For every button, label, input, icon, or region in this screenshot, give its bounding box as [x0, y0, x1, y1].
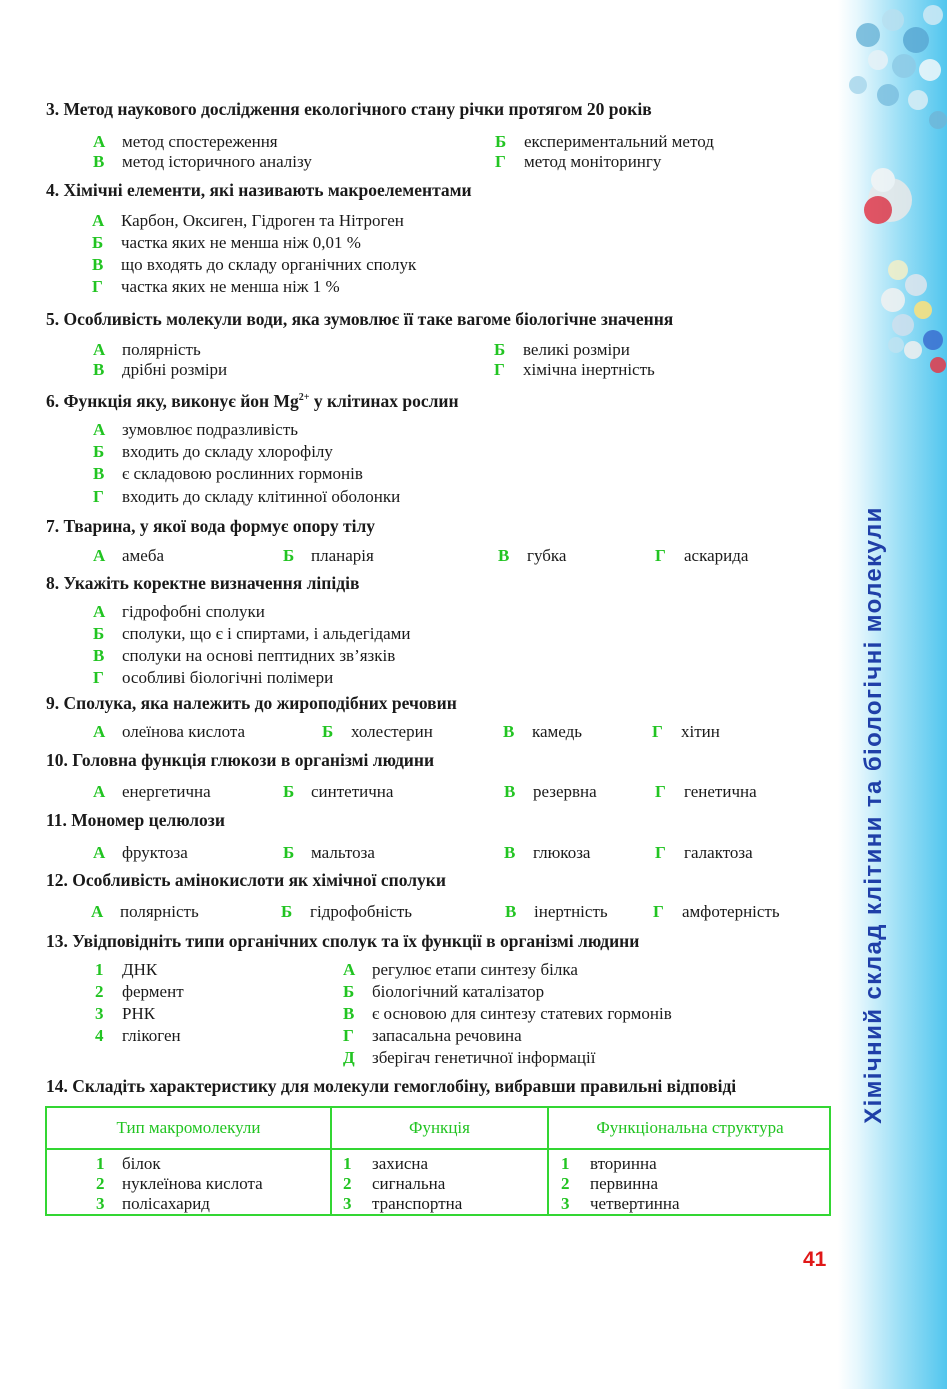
item-text: білок	[122, 1154, 161, 1173]
option-text: великі розміри	[523, 340, 630, 359]
option-letter: А	[343, 960, 356, 979]
option-letter: В	[505, 902, 517, 921]
option-text: полярність	[122, 340, 201, 359]
option-text: гідрофобність	[310, 902, 413, 921]
answer-table	[45, 1106, 831, 1216]
question-10-title: 10. Головна функція глюкози в організмі людини	[46, 750, 435, 770]
question-5-title: 5. Особливість молекули води, яка зумовлює її таке вагоме біологічне значення	[46, 309, 674, 329]
table-header: Функція	[409, 1118, 470, 1137]
item-number: 2	[95, 982, 104, 1001]
option-letter: В	[93, 464, 105, 483]
option-letter: Б	[322, 722, 334, 741]
item-number: 3	[95, 1004, 104, 1023]
option-letter: Г	[655, 782, 666, 801]
molecule-illustration	[838, 0, 947, 420]
table-header: Функціональна структура	[596, 1118, 784, 1137]
item-number: 3	[96, 1194, 105, 1213]
option-text: метод спостереження	[122, 132, 278, 151]
option-text: метод моніторингу	[524, 152, 662, 171]
option-text: сполуки на основі пептидних зв’язків	[122, 646, 396, 665]
option-letter: Г	[652, 722, 663, 741]
option-letter: Г	[343, 1026, 354, 1045]
option-text: хімічна інертність	[523, 360, 655, 379]
option-letter: В	[93, 646, 105, 665]
option-text: запасальна речовина	[372, 1026, 522, 1045]
option-letter: Б	[93, 624, 105, 643]
option-text: зумовлює подразливість	[122, 420, 299, 439]
option-letter: Б	[283, 546, 295, 565]
option-letter: А	[93, 722, 106, 741]
question-6-title: 6. Функція яку, виконує йон $Mg^{2+}$ у клітинах рослин	[46, 391, 459, 411]
question-4-title: 4. Хімічні елементи, які називають макроелементами	[46, 180, 472, 200]
option-text: резервна	[533, 782, 597, 801]
option-text: сполуки, що є і спиртами, і альдегідами	[122, 624, 411, 643]
option-letter: А	[91, 902, 104, 921]
option-letter: Г	[93, 487, 104, 506]
page-number: 41	[803, 1248, 827, 1271]
option-letter: А	[93, 340, 106, 359]
option-text: що входять до складу органічних сполук	[121, 255, 417, 274]
question-3-title: 3. Метод наукового дослідження екологічного стану річки протягом 20 років	[46, 99, 652, 119]
option-text: частка яких не менша ніж 1 %	[121, 277, 340, 296]
option-text: полярність	[120, 902, 199, 921]
item-text: четвертинна	[590, 1194, 680, 1213]
option-letter: Г	[655, 546, 666, 565]
option-text: регулює етапи синтезу білка	[372, 960, 578, 979]
option-letter: В	[504, 782, 516, 801]
option-text: синтетична	[311, 782, 394, 801]
option-letter: Г	[494, 360, 505, 379]
option-letter: Б	[93, 442, 105, 461]
item-text: ДНК	[122, 960, 158, 979]
option-letter: А	[93, 843, 106, 862]
option-letter: Б	[494, 340, 506, 359]
item-text: захисна	[372, 1154, 429, 1173]
option-text: фруктоза	[122, 843, 188, 862]
option-text: планарія	[311, 546, 374, 565]
option-letter: Б	[343, 982, 355, 1001]
option-letter: Б	[283, 782, 295, 801]
option-text: входить до складу клітинної оболонки	[122, 487, 401, 506]
option-letter: А	[93, 782, 106, 801]
question-9-title: 9. Сполука, яка належить до жироподібних речовин	[46, 693, 457, 713]
option-text: гідрофобні сполуки	[122, 602, 265, 621]
option-text: метод історичного аналізу	[122, 152, 312, 171]
option-text: аскарида	[684, 546, 749, 565]
option-text: мальтоза	[311, 843, 375, 862]
item-text: транспортна	[372, 1194, 463, 1213]
item-text: сигнальна	[372, 1174, 446, 1193]
option-text: камедь	[532, 722, 583, 741]
option-letter: Б	[283, 843, 295, 862]
option-letter: А	[92, 211, 105, 230]
option-text: дрібні розміри	[122, 360, 228, 379]
item-number: 2	[96, 1174, 105, 1193]
item-number: 1	[561, 1154, 570, 1173]
option-text: хітин	[681, 722, 720, 741]
option-letter: В	[504, 843, 516, 862]
option-text: є складовою рослинних гормонів	[122, 464, 363, 483]
option-letter: В	[503, 722, 515, 741]
option-letter: Б	[281, 902, 293, 921]
option-text: зберігач генетичної інформації	[372, 1048, 596, 1067]
option-letter: Д	[343, 1048, 355, 1067]
item-number: 1	[343, 1154, 352, 1173]
option-letter: Г	[93, 668, 104, 687]
option-text: амеба	[122, 546, 165, 565]
option-text: галактоза	[684, 843, 753, 862]
option-text: енергетична	[122, 782, 211, 801]
option-letter: Г	[655, 843, 666, 862]
option-text: є основою для синтезу статевих гормонів	[372, 1004, 672, 1023]
item-text: РНК	[122, 1004, 156, 1023]
option-text: амфотерність	[682, 902, 780, 921]
option-text: експериментальний метод	[524, 132, 714, 151]
question-8-title: 8. Укажіть коректне визначення ліпідів	[46, 573, 360, 593]
option-text: особливі біологічні полімери	[122, 668, 334, 687]
option-letter: А	[93, 546, 106, 565]
question-14-title: 14. Складіть характеристику для молекули гемоглобіну, вибравши правильні відповіді	[46, 1076, 737, 1096]
option-text: входить до складу хлорофілу	[122, 442, 333, 461]
option-letter: В	[343, 1004, 355, 1023]
option-letter: А	[93, 132, 106, 151]
option-letter: В	[93, 152, 105, 171]
item-number: 3	[343, 1194, 352, 1213]
item-text: глікоген	[122, 1026, 181, 1045]
item-number: 3	[561, 1194, 570, 1213]
item-text: вторинна	[590, 1154, 657, 1173]
side-title: Хімічний склад клітини та біологічні молекули	[860, 506, 887, 1124]
item-number: 4	[95, 1026, 104, 1045]
option-text: Карбон, Оксиген, Гідроген та Нітроген	[121, 211, 404, 230]
item-text: фермент	[122, 982, 184, 1001]
option-letter: А	[93, 602, 106, 621]
option-letter: Г	[653, 902, 664, 921]
item-text: нуклеїнова кислота	[122, 1174, 263, 1193]
question-11-title: 11. Мономер целюлози	[46, 810, 225, 830]
item-text: полісахарид	[122, 1194, 210, 1213]
option-letter: Г	[495, 152, 506, 171]
option-text: холестерин	[351, 722, 433, 741]
table-header: Тип макромолекули	[116, 1118, 261, 1137]
question-13-title: 13. Увідповідніть типи органічних сполук та їх функції в організмі людини	[46, 931, 640, 951]
option-text: інертність	[534, 902, 608, 921]
option-letter: Г	[92, 277, 103, 296]
option-text: глюкоза	[533, 843, 591, 862]
item-number: 2	[343, 1174, 352, 1193]
option-letter: В	[498, 546, 510, 565]
option-letter: В	[92, 255, 104, 274]
option-text: губка	[527, 546, 567, 565]
option-text: олеїнова кислота	[122, 722, 246, 741]
option-letter: В	[93, 360, 105, 379]
item-number: 1	[95, 960, 104, 979]
option-text: біологічний каталізатор	[372, 982, 545, 1001]
option-letter: А	[93, 420, 106, 439]
item-number: 2	[561, 1174, 570, 1193]
question-7-title: 7. Тварина, у якої вода формує опору тілу	[46, 516, 376, 536]
option-letter: Б	[92, 233, 104, 252]
item-text: первинна	[590, 1174, 659, 1193]
item-number: 1	[96, 1154, 105, 1173]
option-text: генетична	[684, 782, 757, 801]
question-12-title: 12. Особливість амінокислоти як хімічної сполуки	[46, 870, 446, 890]
option-letter: Б	[495, 132, 507, 151]
option-text: частка яких не менша ніж 0,01 %	[121, 233, 361, 252]
